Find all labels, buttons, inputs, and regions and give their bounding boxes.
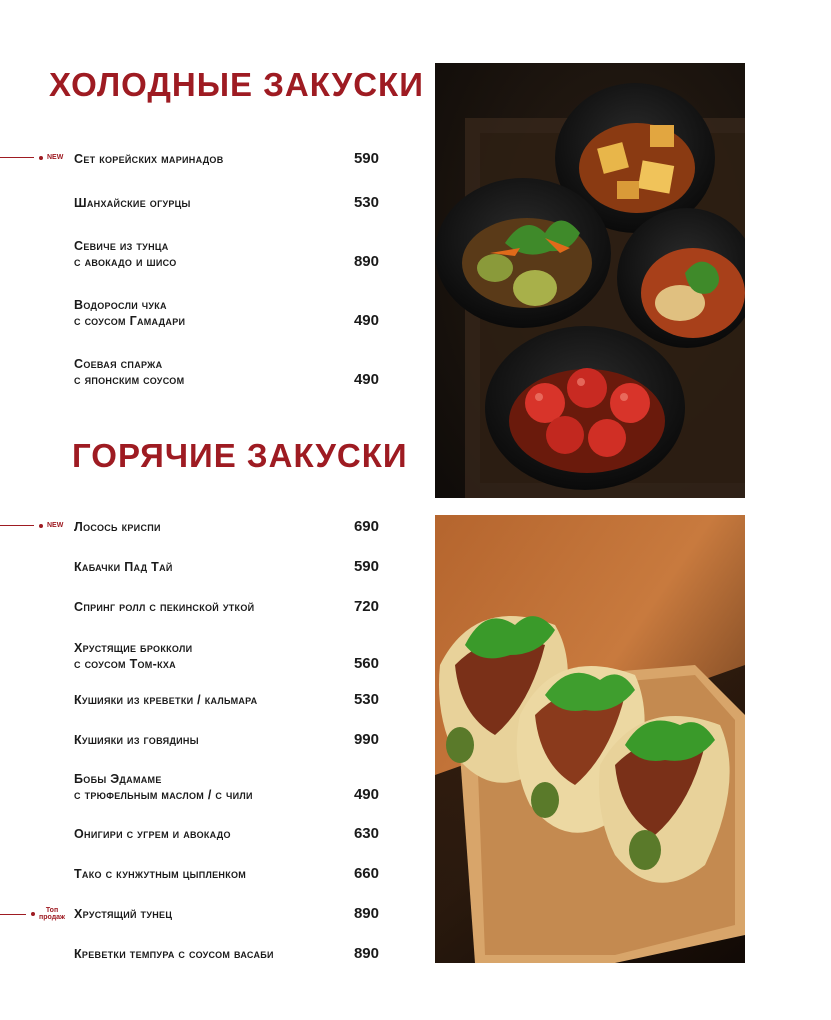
item-name: Сет корейских маринадов xyxy=(74,152,224,166)
menu-item xyxy=(74,732,379,748)
new-tag: NEW xyxy=(47,154,64,161)
item-name: Кушияки из креветки / кальмара xyxy=(74,693,258,707)
item-name: Шанхайские огурцы xyxy=(74,196,191,210)
menu-item xyxy=(74,640,379,672)
item-name: Лосось криспи xyxy=(74,520,161,534)
menu-item xyxy=(74,195,379,211)
menu-item xyxy=(74,599,379,615)
item-name: Спринг ролл с пекинской уткой xyxy=(74,600,255,614)
item-name: Бобы Эдамаме с трюфельным маслом / с чили xyxy=(74,772,253,802)
menu-item xyxy=(74,559,379,575)
item-price: 720 xyxy=(353,598,379,615)
item-price: 490 xyxy=(353,312,379,329)
new-marker xyxy=(0,522,63,529)
menu-item xyxy=(74,906,379,922)
item-price: 630 xyxy=(353,825,379,842)
item-price: 590 xyxy=(353,150,379,167)
item-name: Хрустящие брокколи с соусом Том-кха xyxy=(74,641,193,671)
menu-item xyxy=(74,771,379,803)
item-name: Тако с кунжутным цыпленком xyxy=(74,867,247,881)
item-price: 890 xyxy=(353,253,379,270)
item-price: 660 xyxy=(353,865,379,882)
menu-item xyxy=(74,866,379,882)
item-price: 890 xyxy=(353,945,379,962)
new-marker xyxy=(0,154,63,161)
menu-item xyxy=(74,238,379,270)
menu-item xyxy=(74,519,379,535)
new-tag: NEW xyxy=(47,522,64,529)
korean-marinades-photo xyxy=(435,63,745,498)
item-price: 590 xyxy=(353,558,379,575)
item-price: 890 xyxy=(353,905,379,922)
item-price: 990 xyxy=(353,731,379,748)
item-price: 530 xyxy=(353,194,379,211)
cold-section-title: ХОЛОДНЫЕ ЗАКУСКИ xyxy=(49,66,424,103)
hot-section-title: ГОРЯЧИЕ ЗАКУСКИ xyxy=(72,437,408,474)
top-seller-marker xyxy=(0,907,65,921)
item-name: Водоросли чука с соусом Гамадари xyxy=(74,298,186,328)
item-price: 560 xyxy=(353,655,379,672)
item-name: Кабачки Пад Тай xyxy=(74,560,173,574)
menu-item xyxy=(74,297,379,329)
item-name: Кушияки из говядины xyxy=(74,733,199,747)
item-name: Соевая спаржа с японским соусом xyxy=(74,357,185,387)
item-price: 530 xyxy=(353,691,379,708)
item-name: Онигири с угрем и авокадо xyxy=(74,827,231,841)
menu-item xyxy=(74,356,379,388)
menu-item xyxy=(74,692,379,708)
menu-item xyxy=(74,946,379,962)
item-name: Севиче из тунца с авокадо и шисо xyxy=(74,239,177,269)
item-price: 690 xyxy=(353,518,379,535)
item-price: 490 xyxy=(353,371,379,388)
item-name: Хрустящий тунец xyxy=(74,907,173,921)
menu-item xyxy=(74,826,379,842)
item-price: 490 xyxy=(353,786,379,803)
top-seller-tag: Топ продаж xyxy=(39,907,65,921)
menu-item xyxy=(74,151,379,167)
tacos-photo xyxy=(435,515,745,963)
item-name: Креветки темпура с соусом васаби xyxy=(74,947,274,961)
